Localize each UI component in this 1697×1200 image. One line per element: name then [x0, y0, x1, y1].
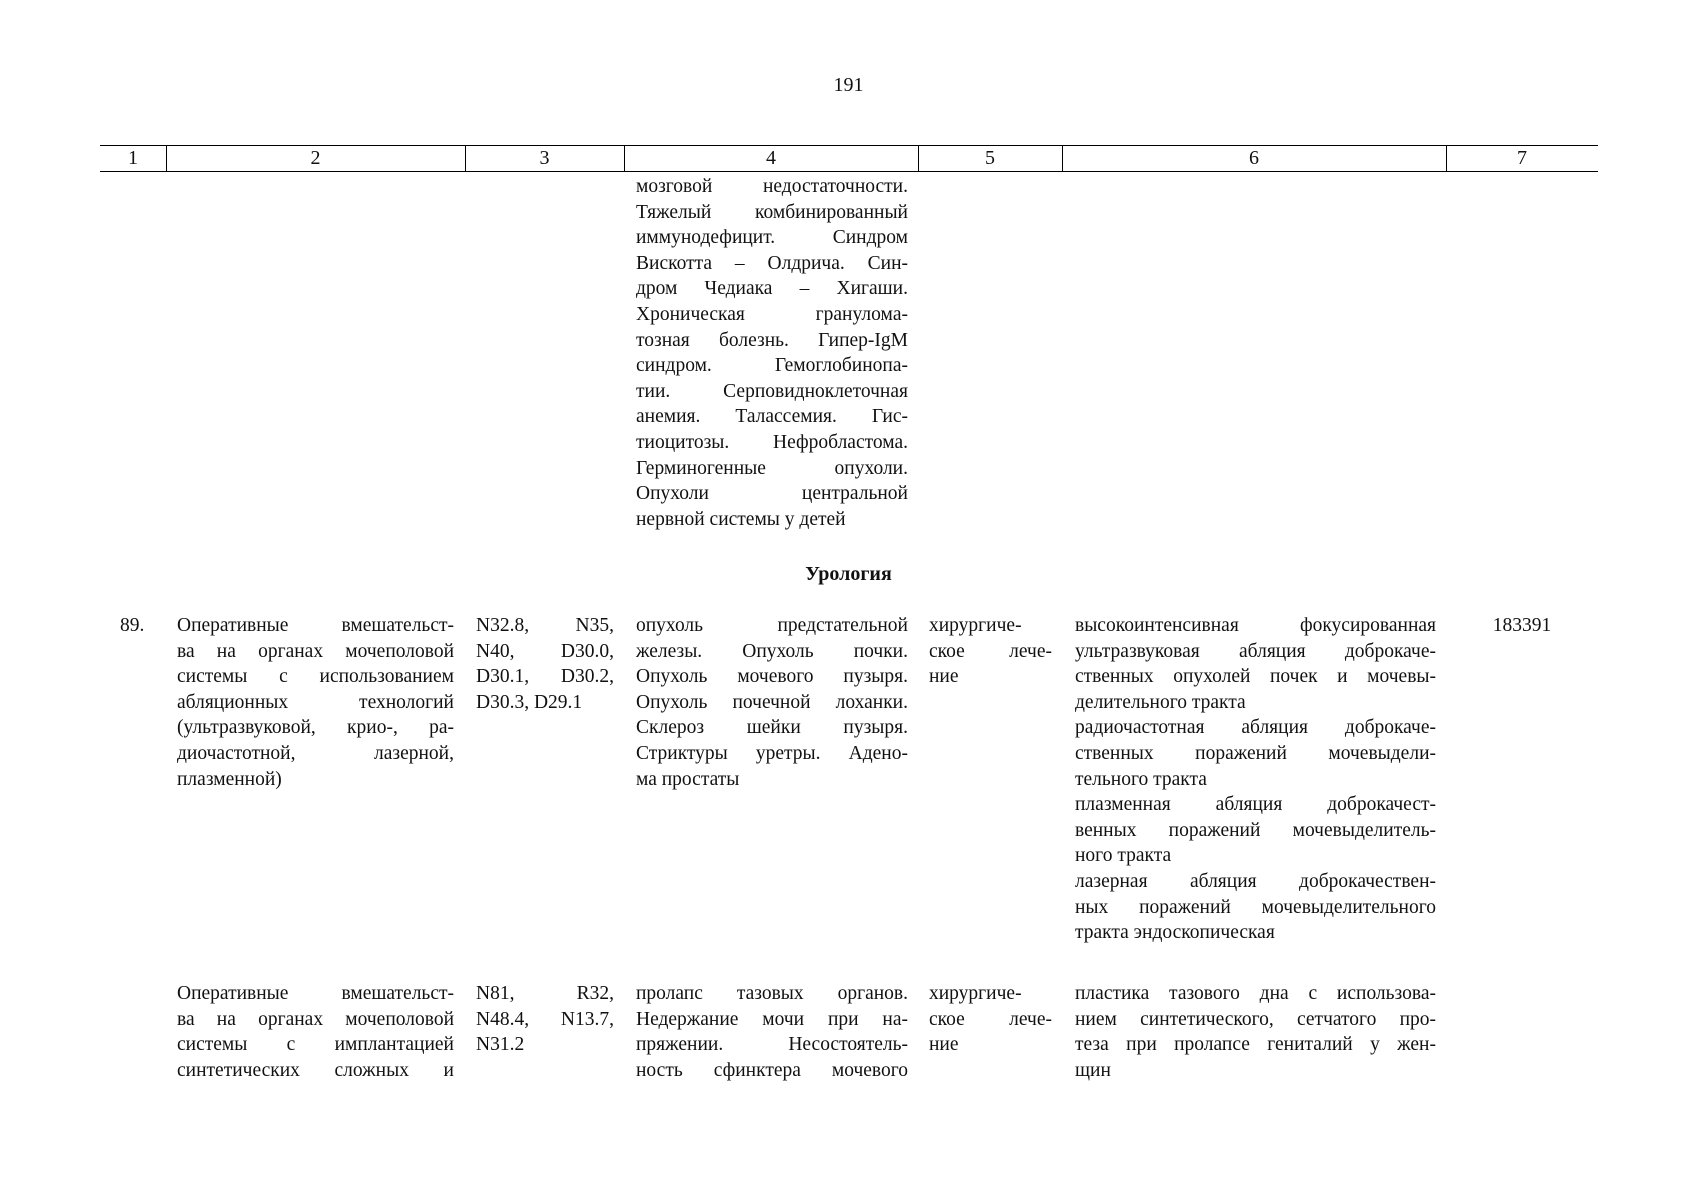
text-line: Герминогенные опухоли.: [636, 457, 908, 479]
section-title: Урология: [805, 563, 892, 585]
text-line: высокоинтенсивная фокусированная: [1075, 615, 1436, 636]
treatment-type-cell: [929, 613, 1052, 690]
text-line: ного тракта: [1075, 845, 1172, 867]
text-line: пряжении. Несостоятель-: [636, 1034, 908, 1056]
treatment-method-cell: [1075, 981, 1436, 1083]
text-line: иммунодефицит. Синдром: [636, 227, 908, 249]
text-line: ность сфинктера мочевого: [636, 1059, 908, 1081]
text-line: N40, D30.0,: [476, 640, 614, 662]
text-line: радиочастотная абляция доброкаче-: [1075, 717, 1436, 739]
page-number: 191: [833, 74, 864, 96]
text-line: N81, R32,: [476, 983, 614, 1004]
table-header-bottom-border: [100, 171, 1598, 172]
text-line: ва на органах мочеполовой: [177, 1008, 454, 1030]
text-line: делительного тракта: [1075, 691, 1246, 713]
text-line: теза при пролапсе гениталий у жен-: [1075, 1034, 1436, 1056]
column-number-5: 5: [985, 147, 995, 169]
text-line: диочастотной, лазерной,: [177, 742, 454, 764]
text-line: хирургиче-: [929, 615, 1022, 636]
text-line: синдром. Гемоглобинопа-: [636, 355, 908, 377]
text-line: Вискотта – Олдрича. Син-: [636, 252, 908, 274]
diagnosis-cell: [636, 613, 908, 792]
text-line: системы с имплантацией: [177, 1034, 454, 1056]
text-line: анемия. Талассемия. Гис-: [636, 406, 908, 428]
text-line: ва на органах мочеполовой: [177, 640, 454, 662]
text-line: тозная болезнь. Гипер-IgM: [636, 329, 908, 351]
text-line: венных поражений мочевыделитель-: [1075, 819, 1436, 841]
text-line: Оперативные вмешательст-: [177, 983, 454, 1004]
text-line: ние: [929, 666, 959, 688]
diagnosis-cell: [636, 981, 908, 1083]
text-line: лазерная абляция доброкачествен-: [1075, 870, 1436, 892]
text-line: Хроническая грануломa-: [636, 303, 908, 325]
text-line: плазменная абляция доброкачест-: [1075, 794, 1436, 816]
text-line: ние: [929, 1034, 959, 1056]
text-line: Недержание мочи при на-: [636, 1008, 908, 1030]
text-line: N32.8, N35,: [476, 615, 614, 636]
column-number-4: 4: [766, 147, 776, 169]
text-line: Стриктуры уретры. Адено-: [636, 742, 908, 764]
text-line: ных поражений мочевыделительного: [1075, 896, 1436, 918]
procedure-group-cell: [177, 613, 454, 792]
text-line: Оперативные вмешательст-: [177, 615, 454, 636]
procedure-group-cell: [177, 981, 454, 1083]
icd-codes-cell: [476, 981, 614, 1058]
icd-codes-cell: [476, 613, 614, 715]
column-number-1: 1: [128, 147, 138, 169]
text-line: мозговой недостаточности.: [636, 176, 908, 197]
text-line: хирургиче-: [929, 983, 1022, 1004]
text-line: тии. Серповидноклеточная: [636, 380, 908, 402]
text-line: Тяжелый комбинированный: [636, 201, 908, 223]
text-line: пластика тазового дна с использова-: [1075, 983, 1436, 1004]
text-line: нием синтетического, сетчатого про-: [1075, 1008, 1436, 1030]
column-number-6: 6: [1249, 147, 1259, 169]
text-line: ское лече-: [929, 640, 1052, 662]
text-line: ское лече-: [929, 1008, 1052, 1030]
text-line: N31.2: [476, 1034, 525, 1056]
table-header-top-border: [100, 145, 1598, 146]
text-line: системы с использованием: [177, 666, 454, 688]
column-number-2: 2: [310, 147, 321, 169]
text-line: Опухоль почечной лоханки.: [636, 691, 908, 713]
text-line: щин: [1075, 1059, 1111, 1081]
text-line: D30.1, D30.2,: [476, 666, 614, 688]
text-line: опухоль предстательной: [636, 615, 908, 636]
cost-value: 183391: [1492, 615, 1552, 636]
text-line: D30.3, D29.1: [476, 691, 583, 713]
continuation-diagnosis-cell: [636, 174, 908, 532]
text-line: дром Чедиака – Хигаши.: [636, 278, 908, 300]
text-line: пролапс тазовых органов.: [636, 983, 908, 1004]
column-number-3: 3: [539, 147, 550, 169]
treatment-method-cell: [1075, 613, 1436, 946]
text-line: железы. Опухоль почки.: [636, 640, 908, 662]
text-line: нервной системы у детей: [636, 508, 846, 530]
text-line: плазменной): [177, 768, 282, 790]
text-line: N48.4, N13.7,: [476, 1008, 614, 1030]
text-line: Склероз шейки пузыря.: [636, 717, 908, 739]
text-line: синтетических сложных и: [177, 1059, 454, 1081]
text-line: тиоцитозы. Нефробластома.: [636, 431, 908, 453]
text-line: ультразвуковая абляция доброкаче-: [1075, 640, 1436, 662]
text-line: абляционных технологий: [177, 691, 454, 713]
text-line: Опухоль мочевого пузыря.: [636, 666, 908, 688]
row-number: 89.: [120, 615, 145, 636]
text-line: (ультразвуковой, крио-, ра-: [177, 717, 454, 739]
text-line: ственных поражений мочевыдели-: [1075, 742, 1436, 764]
column-number-7: 7: [1517, 147, 1527, 169]
text-line: тельного тракта: [1075, 768, 1207, 790]
text-line: тракта эндоскопическая: [1075, 922, 1275, 944]
text-line: Опухоли центральной: [636, 483, 908, 505]
treatment-type-cell: [929, 981, 1052, 1058]
text-line: ственных опухолей почек и мочевы-: [1075, 666, 1436, 688]
text-line: ма простаты: [636, 768, 740, 790]
